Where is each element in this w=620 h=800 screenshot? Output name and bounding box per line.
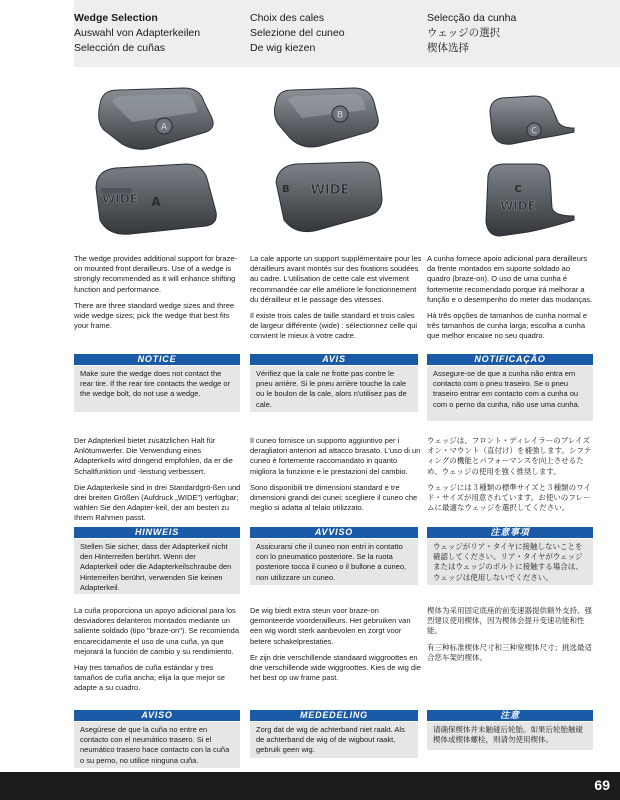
notice-bar-zh: 注意 [427,710,593,721]
text-de [74,436,242,530]
notice-bar-pt: NOTIFICAÇÃO [427,354,593,365]
notice-bar-fr: AVIS [250,354,418,365]
header-col-3 [427,11,597,56]
text-it [250,436,422,519]
header-col-2 [250,11,420,56]
de-paragraph-1: Der Adapterkeil bietet zusätzlichen Halt für Anlötumwerfer. Die Verwendung eines Adapterkeils wird dringend empfohlen, da er die Schaltfunktion und -leistung verbessert. [74,436,233,476]
title-en: Wedge Selection [74,12,158,24]
title-pt: Selecção da cunha [427,12,517,24]
title-ja: ウェッジの選択 [427,27,501,39]
ja-paragraph-2: ウェッジには３種類の標準サイズと３種類のワイド・サイズが用意されています。お使いのフレームに最適なウェッジを選択してください。 [427,482,591,513]
wedge-b-label: B [336,110,344,121]
text-fr [250,254,422,348]
text-es [74,606,242,700]
wedge-c-wide [478,158,582,240]
pt-paragraph-1: A cunha fornece apoio adicional para derailleurs da frente montados em suporte soldado ao quadro (braze-on). O uso de uma cunha é fortemente recomendado porque irá melhorar a função e o desempenho do meter das mudanças. [427,254,593,304]
wedge-c-wide-label: C [514,184,522,195]
notice-bar-de: HINWEIS [74,527,240,538]
wedge-b-wide-label: B [282,184,290,195]
nl-paragraph-1: De wig biedt extra steun voor braze-on gemonteerde voorderailleurs. Het gebruiken van een wig wordt sterk aanbevolen en zorgt voor betere schakelprestaties. [250,606,411,646]
wedge-a-wide-label: A [151,195,161,209]
notice-box-fr: Vérifiez que la cale ne frotte pas contre le pneu arrière. Si le pneu arrière touche la cale ou le boulon de la cale, alors n'utilisez pas de cale. [250,366,418,412]
nl-paragraph-2: Er zijn drie verschillende standaard wiggroottes en drie verschillende wide wiggroottes. Kies de wig die het best op uw frame past. [250,652,421,683]
notice-bar-it: AVVISO [250,527,418,538]
header-col-1 [74,11,244,56]
footer-bar [0,772,620,800]
wedge-a-label: A [160,122,168,133]
wedge-c-standard [486,92,580,148]
notice-box-pt: Assegure-se de que a cunha não entra em contacto com o pneu traseiro. Se o pneu traseiro entrar em contacto com a cunha ou com o perno da cunha, não use uma cunha. [427,366,593,421]
pt-paragraph-2: Há três opções de tamanhos de cunha normal e três tamanhos de cunha larga; escolha a cunha que melhor encaixe no seu quadro. [427,311,588,341]
en-paragraph-2: There are three standard wedge sizes and three wide wedge sizes; pick the wedge that best fits your frame. [74,300,235,331]
text-nl [250,606,422,689]
wedge-a-wide-text: WIDE [102,192,138,206]
text-ja [427,436,595,519]
wedge-a-wide [90,160,226,240]
zh-paragraph-1: 楔体为采用固定底座的前变速器提供额外支持。强烈建议使用楔体，因为楔体会提升变速功能和性能。 [427,606,592,636]
text-en [74,254,242,337]
it-paragraph-1: Il cuneo fornisce un supporto aggiuntivo per i deragliatori anteriori ad attacco brasato. L'uso di un cuneo è fortemente raccomandato in quanto migliora la funzione e le prestazioni del cambio. [250,436,421,476]
notice-bar-nl: MEDEDELING [250,710,418,721]
page-number: 69 [594,777,610,793]
notice-box-en: Make sure the wedge does not contact the rear tire. If the rear tire contacts the wedge or the wedge bolt, do not use a wedge. [74,366,240,412]
notice-bar-es: AVISO [74,710,240,721]
ja-paragraph-1: ウェッジは、フロント・ディレイラーのブレイズオン・マウント（直付け）を補強します。シフティングの機能とパフォーマンスを向上させるため、ウェッジの使用を強く推奨します。 [427,436,592,476]
wedge-b-wide-text: WIDE [310,183,350,198]
notice-box-ja: ウェッジがリア・タイヤに接触しないことを確認してください。リア・タイヤがウェッジまたはウェッジのボルトに接触する場合は、ウェッジは使用しないでください。 [427,539,593,585]
es-paragraph-1: La cuña proporciona un apoyo adicional para los desviadores delanteros montados mediante un saliente soldado (tipo "braze-on"). Se recomienda encarecidamente el uso de una cuña, ya que mejorará la función de cambio y su rendimiento. [74,606,239,656]
wedge-c-wide-text: WIDE [500,199,536,213]
fr-paragraph-2: Il existe trois cales de taille standard et trois cales de largeur différente (wide) : sélectionnez celle qui convient le mieux à votre cadre. [250,311,418,341]
notice-box-it: Assicurarsi che il cuneo non entri in contatto con lo pneumatico posteriore. Se la ruota posteriore tocca il cuneo o il bullone a cuneo, non utilizzare un cuneo. [250,539,418,585]
es-paragraph-2: Hay tres tamaños de cuña estándar y tres tamaños de cuña ancha; elija la que mejor se adapte a su cuadro. [74,663,225,693]
wedge-b-standard [272,84,384,150]
zh-paragraph-2: 有三种标准楔体尺寸和三种宽楔体尺寸；挑选最适合您车架的楔体。 [427,642,592,662]
title-de: Auswahl von Adapterkeilen [74,27,201,39]
notice-box-de: Stellen Sie sicher, dass der Adapterkeil nicht den Hinterreifen berührt. Wenn der Adapterkeil oder die Adapterkeilschraube den Hinterreifen berührt, verwenden Sie keinen Adapterkeil. [74,539,240,594]
text-pt [427,254,595,348]
notice-box-es: Asegúrese de que la cuña no entre en contacto con el neumático trasero. Si el neumático trasero hace contacto con la cuña o su perno, no utilice ninguna cuña. [74,722,240,768]
text-zh [427,606,595,669]
notice-box-zh: 请确保楔体并未触碰后轮胎。如果后轮胎触碰楔体或楔体螺栓，则请勿使用楔体。 [427,722,593,750]
notice-bar-ja: 注意事項 [427,527,593,538]
en-paragraph-1: The wedge provides additional support for braze-on mounted front derailleurs. Use of a wedge is strongly recommended as it will enhance shifting function and performance. [74,254,238,294]
title-nl: De wig kiezen [250,42,316,54]
wedge-c-label: C [531,126,537,135]
title-fr: Choix des cales [250,12,325,24]
title-es: Selección de cuñas [74,42,166,54]
it-paragraph-2: Sono disponibili tre dimensioni standard e tre dimensioni grandi dei cunei; scegliere il cuneo che meglio si adatta al telaio utilizzato. [250,482,418,513]
title-it: Selezione del cuneo [250,27,345,39]
wedge-a-standard [92,82,222,154]
fr-paragraph-1: La cale apporte un support supplémentaire pour les dérailleurs avant montés sur des fixations soudées au cadre. L'utilisation de cette cale est vivement recommandée car elle améliore le fonctionnement du dérailleur et le passage des vitesses. [250,254,422,304]
de-paragraph-2: Die Adapterkeile sind in drei Standardgrö-ßen und drei breiten Größen (Aufdruck „WIDE") verfügbar; wählen Sie den Adapter-keil, der am besten zu Ihrem Rahmen passt. [74,482,241,523]
notice-bar-en: NOTICE [74,354,240,365]
wedge-b-wide [270,158,390,238]
notice-box-nl: Zorg dat de wig de achterband niet raakt. Als de achterband de wig of de wigbout raakt, gebruik geen wig. [250,722,418,758]
title-zh: 楔体选择 [427,42,469,54]
